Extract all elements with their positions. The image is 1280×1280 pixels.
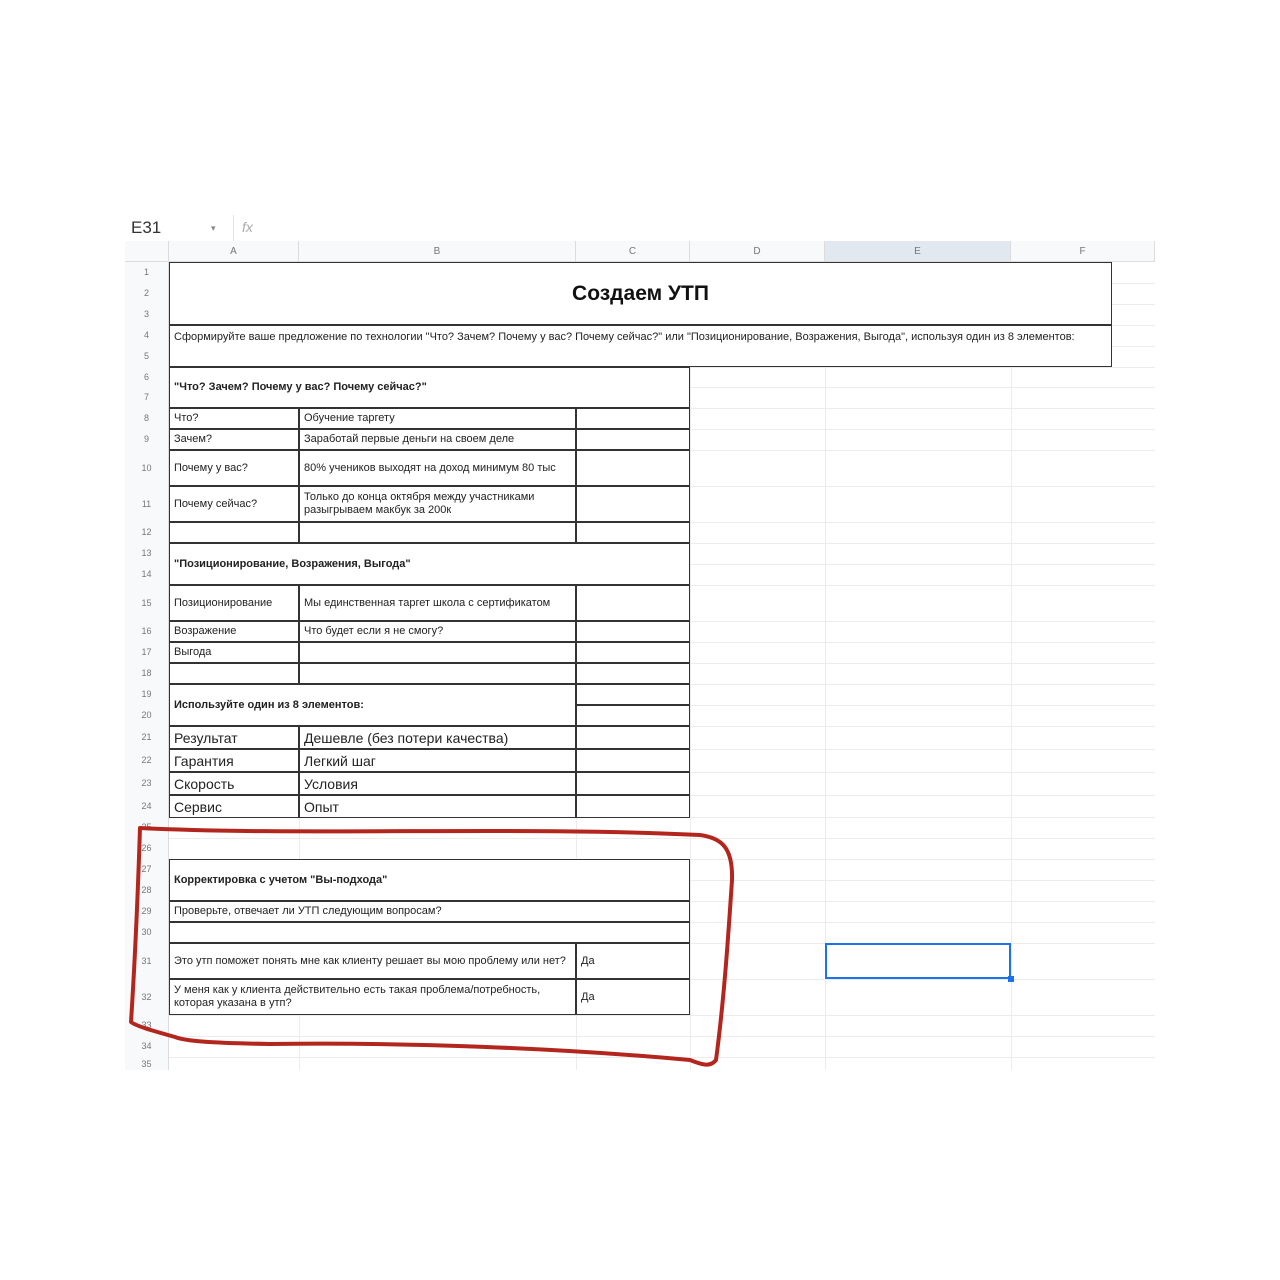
- empty-cell[interactable]: [169, 522, 299, 543]
- row-header[interactable]: 11: [125, 486, 169, 522]
- select-all-corner[interactable]: [125, 241, 169, 262]
- empty-cell[interactable]: [576, 621, 690, 642]
- section-header-what-why[interactable]: "Что? Зачем? Почему у вас? Почему сейчас?": [169, 367, 690, 408]
- answer-cell[interactable]: Что будет если я не смогу?: [299, 621, 576, 642]
- spreadsheet: [125, 210, 1155, 1070]
- column-header-f[interactable]: F: [1011, 241, 1155, 262]
- row-header[interactable]: 9: [125, 429, 169, 450]
- row-header[interactable]: 19: [125, 684, 169, 705]
- row-header[interactable]: 33: [125, 1015, 169, 1036]
- answer-cell[interactable]: Только до конца октября между участниками разыгрываем макбук за 200к: [299, 486, 576, 522]
- empty-cell[interactable]: [576, 726, 690, 749]
- element-label[interactable]: Легкий шаг: [299, 749, 576, 772]
- column-header-a[interactable]: A: [169, 241, 299, 262]
- question-label[interactable]: Зачем?: [169, 429, 299, 450]
- empty-cell[interactable]: [576, 486, 690, 522]
- element-label[interactable]: Условия: [299, 772, 576, 795]
- check-answer[interactable]: Да: [576, 943, 690, 979]
- name-box[interactable]: E31: [131, 218, 162, 237]
- selected-cell-e31[interactable]: [825, 943, 1011, 979]
- section-header-you-approach[interactable]: Корректировка с учетом "Вы-подхода": [169, 859, 690, 901]
- column-header-b[interactable]: B: [299, 241, 576, 262]
- empty-cell[interactable]: [576, 749, 690, 772]
- answer-cell[interactable]: [299, 642, 576, 663]
- section-header-elements[interactable]: Используйте один из 8 элементов:: [169, 684, 576, 726]
- empty-cell[interactable]: [576, 795, 690, 818]
- chevron-down-icon[interactable]: ▾: [211, 223, 216, 233]
- question-label[interactable]: Почему у вас?: [169, 450, 299, 486]
- answer-cell[interactable]: Заработай первые деньги на своем деле: [299, 429, 576, 450]
- row-header[interactable]: 12: [125, 522, 169, 543]
- row-header[interactable]: 21: [125, 726, 169, 749]
- row-header[interactable]: 2: [125, 283, 169, 304]
- empty-cell[interactable]: [576, 772, 690, 795]
- row-header[interactable]: 25: [125, 817, 169, 838]
- fx-icon: fx: [233, 215, 272, 241]
- row-header[interactable]: 3: [125, 304, 169, 325]
- sheet-title[interactable]: Создаем УТП: [169, 262, 1112, 325]
- empty-cell[interactable]: [169, 922, 690, 943]
- row-header[interactable]: 20: [125, 705, 169, 726]
- empty-cell[interactable]: [576, 642, 690, 663]
- row-header[interactable]: 28: [125, 880, 169, 901]
- check-question[interactable]: У меня как у клиента действительно есть такая проблема/потребность, которая указана в утп?: [169, 979, 576, 1015]
- row-header[interactable]: 30: [125, 922, 169, 943]
- row-header[interactable]: 24: [125, 795, 169, 817]
- empty-cell[interactable]: [576, 684, 690, 705]
- question-label[interactable]: Что?: [169, 408, 299, 429]
- empty-cell[interactable]: [576, 585, 690, 621]
- answer-cell[interactable]: 80% учеников выходят на доход минимум 80 тыс: [299, 450, 576, 486]
- row-header[interactable]: 13: [125, 543, 169, 564]
- empty-cell[interactable]: [169, 663, 299, 684]
- empty-cell[interactable]: [576, 522, 690, 543]
- empty-cell[interactable]: [576, 705, 690, 726]
- empty-cell[interactable]: [576, 429, 690, 450]
- element-label[interactable]: Гарантия: [169, 749, 299, 772]
- question-label[interactable]: Выгода: [169, 642, 299, 663]
- empty-cell[interactable]: [576, 450, 690, 486]
- row-header[interactable]: 18: [125, 663, 169, 684]
- check-question[interactable]: Это утп поможет понять мне как клиенту решает вы мою проблему или нет?: [169, 943, 576, 979]
- question-label[interactable]: Возражение: [169, 621, 299, 642]
- row-header[interactable]: 34: [125, 1036, 169, 1057]
- element-label[interactable]: Скорость: [169, 772, 299, 795]
- empty-cell[interactable]: [299, 663, 576, 684]
- row-header[interactable]: 4: [125, 325, 169, 346]
- check-answer[interactable]: Да: [576, 979, 690, 1015]
- empty-cell[interactable]: [576, 663, 690, 684]
- question-label[interactable]: Почему сейчас?: [169, 486, 299, 522]
- element-label[interactable]: Сервис: [169, 795, 299, 818]
- row-header[interactable]: 8: [125, 408, 169, 429]
- row-header[interactable]: 16: [125, 621, 169, 642]
- row-header[interactable]: 10: [125, 450, 169, 486]
- element-label[interactable]: Опыт: [299, 795, 576, 818]
- answer-cell[interactable]: Обучение таргету: [299, 408, 576, 429]
- row-header[interactable]: 17: [125, 642, 169, 663]
- row-header[interactable]: 7: [125, 387, 169, 408]
- section-subheader[interactable]: Проверьте, отвечает ли УТП следующим вопросам?: [169, 901, 690, 922]
- row-header[interactable]: 27: [125, 859, 169, 880]
- intro-text[interactable]: Сформируйте ваше предложение по технологии "Что? Зачем? Почему у вас? Почему сейчас?" или "Позиционирование, Возражения, Выгода", используя один из 8 элементов:: [169, 325, 1112, 367]
- question-label[interactable]: Позиционирование: [169, 585, 299, 621]
- empty-cell[interactable]: [576, 408, 690, 429]
- row-header[interactable]: 5: [125, 346, 169, 367]
- row-header[interactable]: 23: [125, 772, 169, 795]
- column-header-c[interactable]: C: [576, 241, 690, 262]
- empty-cell[interactable]: [299, 522, 576, 543]
- row-header[interactable]: 1: [125, 262, 169, 283]
- column-header-d[interactable]: D: [690, 241, 825, 262]
- row-header[interactable]: 35: [125, 1057, 169, 1070]
- element-label[interactable]: Результат: [169, 726, 299, 749]
- element-label[interactable]: Дешевле (без потери качества): [299, 726, 576, 749]
- row-header[interactable]: 14: [125, 564, 169, 585]
- row-header[interactable]: 15: [125, 585, 169, 621]
- row-header[interactable]: 22: [125, 749, 169, 772]
- row-header[interactable]: 26: [125, 838, 169, 859]
- formula-bar: [125, 215, 1155, 242]
- column-header-e[interactable]: E: [825, 241, 1011, 262]
- row-header[interactable]: 6: [125, 367, 169, 387]
- section-header-positioning[interactable]: "Позиционирование, Возражения, Выгода": [169, 543, 690, 585]
- row-header[interactable]: 31: [125, 943, 169, 979]
- fill-handle[interactable]: [1008, 976, 1014, 982]
- row-header[interactable]: 32: [125, 979, 169, 1015]
- row-header[interactable]: 29: [125, 901, 169, 922]
- answer-cell[interactable]: Мы единственная таргет школа с сертификатом: [299, 585, 576, 621]
